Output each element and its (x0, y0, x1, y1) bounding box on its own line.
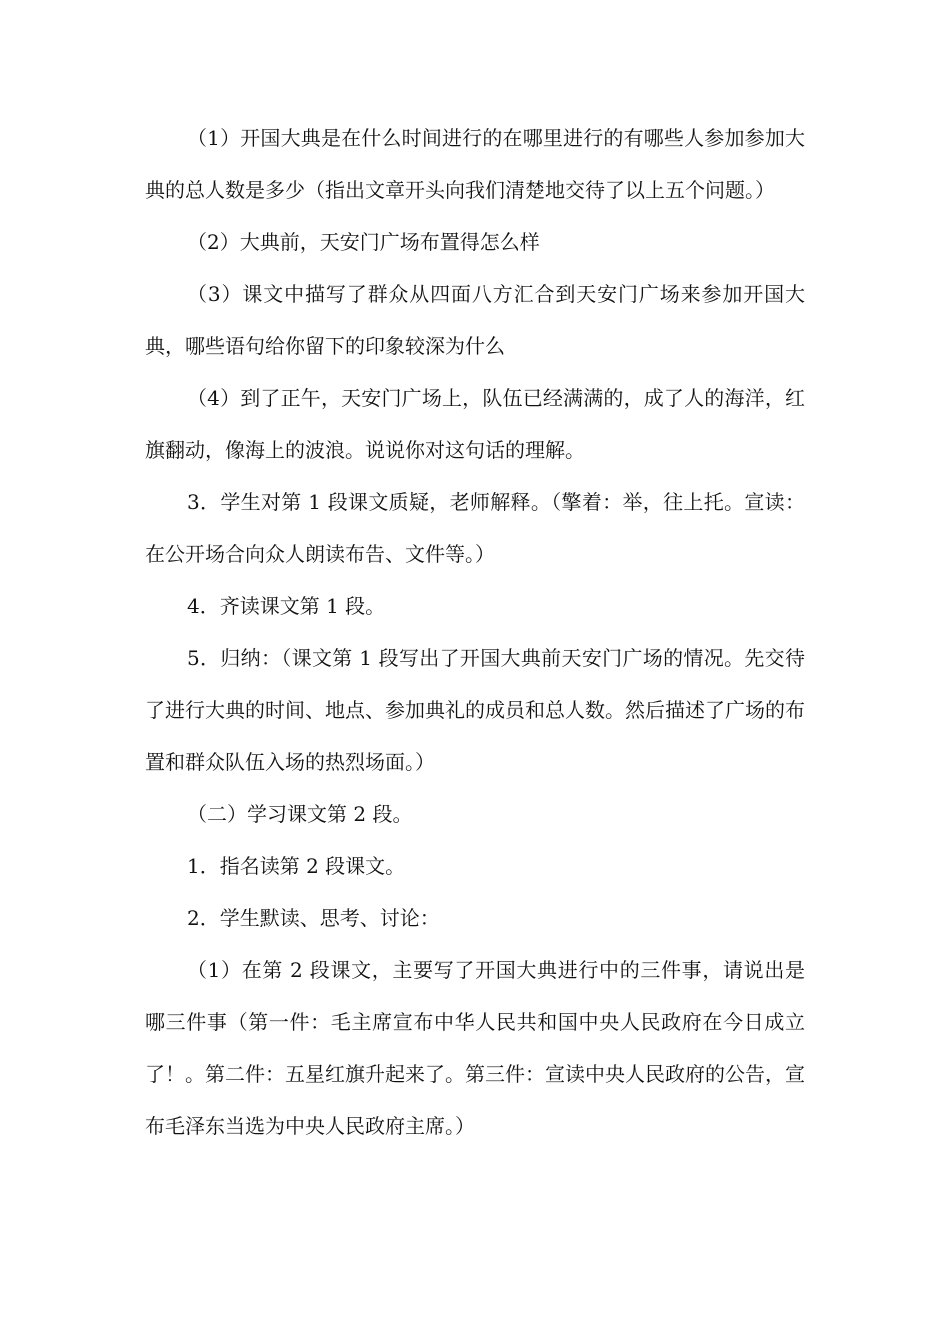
paragraph-step-4: 4．齐读课文第 1 段。 (187, 594, 386, 618)
paragraph-step-5: 5．归纳：（课文第 1 段写出了开国大典前天安门广场的情况。先交待了进行大典的时间、地点、参加典礼的成员和总人数。然后描述了广场的布置和群众队伍入场的热烈场面。） (145, 646, 805, 774)
paragraph-question-1-section-2: （1）在第 2 段课文，主要写了开国大典进行中的三件事，请说出是哪三件事（第一件：毛主席宣布中华人民共和国中央人民政府在今日成立了！。第二件：五星红旗升起来了。第三件：宣读中央人民政府的公告，宣布毛泽东当选为中央人民政府主席。） (145, 958, 805, 1138)
document-body (145, 112, 805, 1152)
paragraph-question-2: （2）大典前，天安门广场布置得怎么样 (187, 230, 540, 254)
paragraph-question-4: （4）到了正午，天安门广场上，队伍已经满满的，成了人的海洋，红旗翻动，像海上的波浪。说说你对这句话的理解。 (145, 386, 805, 462)
paragraph-step-3: 3．学生对第 1 段课文质疑，老师解释。（擎着：举，往上托。宣读：在公开场合向众人朗读布告、文件等。） (145, 490, 805, 566)
paragraph-step-2-section-2: 2．学生默读、思考、讨论： (187, 906, 440, 930)
paragraph-question-1: （1）开国大典是在什么时间进行的在哪里进行的有哪些人参加参加大典的总人数是多少（指出文章开头向我们清楚地交待了以上五个问题。） (145, 126, 805, 202)
section-heading-2: （二）学习课文第 2 段。 (187, 802, 413, 826)
paragraph-step-1-section-2: 1．指名读第 2 段课文。 (187, 854, 406, 878)
paragraph-question-3: （3）课文中描写了群众从四面八方汇合到天安门广场来参加开国大典，哪些语句给你留下的印象较深为什么 (145, 282, 805, 358)
